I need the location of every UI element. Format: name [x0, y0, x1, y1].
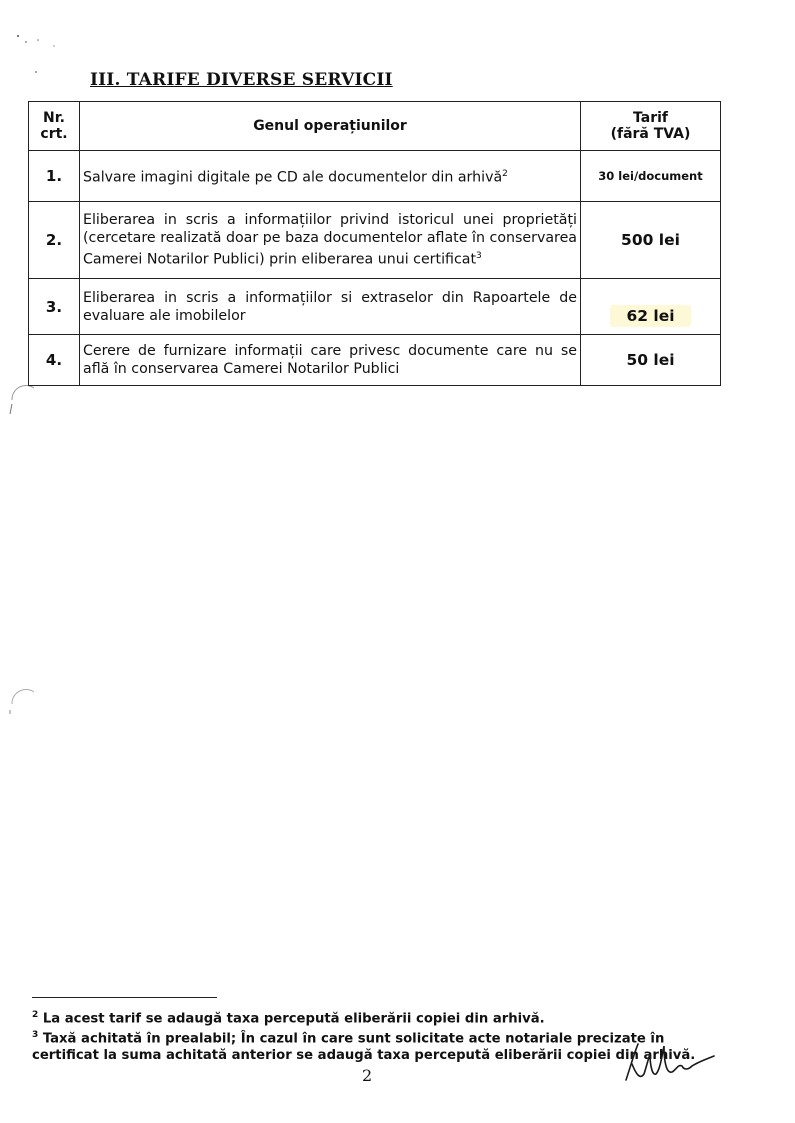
footnote-text: Taxă achitată în prealabil; În cazul în care sunt solicitate acte notariale precizate în certificat la suma achitată anterior se adaugă taxa percepută eliberării copiei din arhivă. [32, 1031, 696, 1063]
header-tarif-line2: (fără TVA) [610, 126, 691, 142]
table-row [29, 335, 721, 386]
table-header-row [29, 102, 721, 151]
row-price: 50 lei [581, 335, 721, 386]
footnote-divider [32, 997, 217, 998]
scan-specks [12, 30, 62, 80]
description-text: Eliberarea in scris a informațiilor privind istoricul unei proprietăți (cercetare realizată doar pe baza documentelor aflate în conservarea Camerei Notarilor Publici) prin eliberarea unui certificat [83, 212, 577, 268]
row-price [581, 279, 721, 335]
row-description [80, 202, 581, 279]
header-operation: Genul operațiunilor [80, 102, 581, 151]
highlighted-price: 62 lei [610, 305, 690, 327]
row-price: 30 lei/document [581, 151, 721, 202]
footnote-marker: 2 [32, 1010, 39, 1020]
tariff-table [28, 101, 721, 386]
header-tarif [581, 102, 721, 151]
description-text: Cerere de furnizare informații care privesc documente care nu se află în conservarea Camerei Notarilor Publici [83, 343, 577, 377]
row-number: 4. [29, 335, 80, 386]
footnote [32, 1027, 712, 1063]
row-description [80, 335, 581, 386]
handwritten-signature [618, 1034, 718, 1086]
header-nr [29, 102, 80, 151]
table-row [29, 202, 721, 279]
row-number: 2. [29, 202, 80, 279]
header-tarif-line1: Tarif [633, 110, 668, 126]
row-number: 3. [29, 279, 80, 335]
footnote-marker: 3 [32, 1030, 39, 1041]
row-price: 500 lei [581, 202, 721, 279]
punch-hole-mark [4, 684, 40, 724]
description-text: Salvare imagini digitale pe CD ale documentelor din arhivă [83, 169, 503, 186]
section-title: III. TARIFE DIVERSE SERVICII [90, 70, 393, 90]
footnote-text: La acest tarif se adaugă taxa percepută eliberării copiei din arhivă. [42, 1011, 545, 1027]
header-nr-line1: Nr. [43, 110, 65, 126]
description-text: Eliberarea in scris a informațiilor si extraselor din Rapoartele de evaluare ale imobilelor [83, 289, 577, 324]
table-row [29, 279, 721, 335]
header-nr-line2: crt. [40, 126, 68, 142]
footnotes [32, 1007, 712, 1064]
footnote-ref: 3 [476, 251, 482, 262]
footnote-ref: 2 [502, 169, 508, 180]
punch-hole-mark [4, 380, 40, 420]
page-number: 2 [362, 1066, 373, 1085]
table-row [29, 151, 721, 202]
row-description [80, 151, 581, 202]
row-description [80, 279, 581, 335]
row-number: 1. [29, 151, 80, 202]
footnote [32, 1007, 712, 1027]
